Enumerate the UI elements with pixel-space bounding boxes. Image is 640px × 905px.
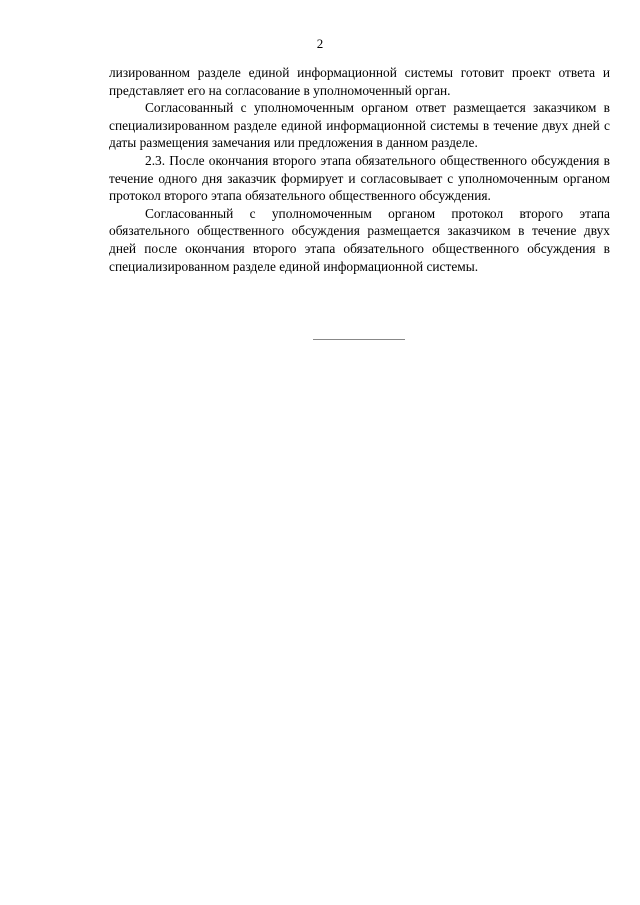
paragraph-approved-protocol: Согласованный с уполномоченным органом протокол второго этапа обязательного общественного обсуждения размещается заказчиком в течение двух дней после окончания второго этапа обязательного общественного обсуждения в специализированном разделе единой информационной системы. (109, 205, 610, 274)
paragraph-continuation: лизированном разделе единой информационной системы готовит проект ответа и представляет его на согласование в уполномоченный орган. (109, 65, 610, 98)
document-body (109, 64, 610, 275)
paragraph-section-2-3: 2.3. После окончания второго этапа обязательного общественного обсуждения в течение одного дня заказчик формирует и согласовывает с уполномоченным органом протокол второго этапа обязательного общественного обсуждения. (109, 152, 610, 204)
end-separator-line (313, 339, 405, 340)
page-number: 2 (316, 36, 324, 51)
paragraph-approved-answer: Согласованный с уполномоченным органом ответ размещается заказчиком в специализированном разделе единой информационной системы в течение двух дней с даты размещения замечания или предложения в данном разделе. (109, 100, 610, 151)
